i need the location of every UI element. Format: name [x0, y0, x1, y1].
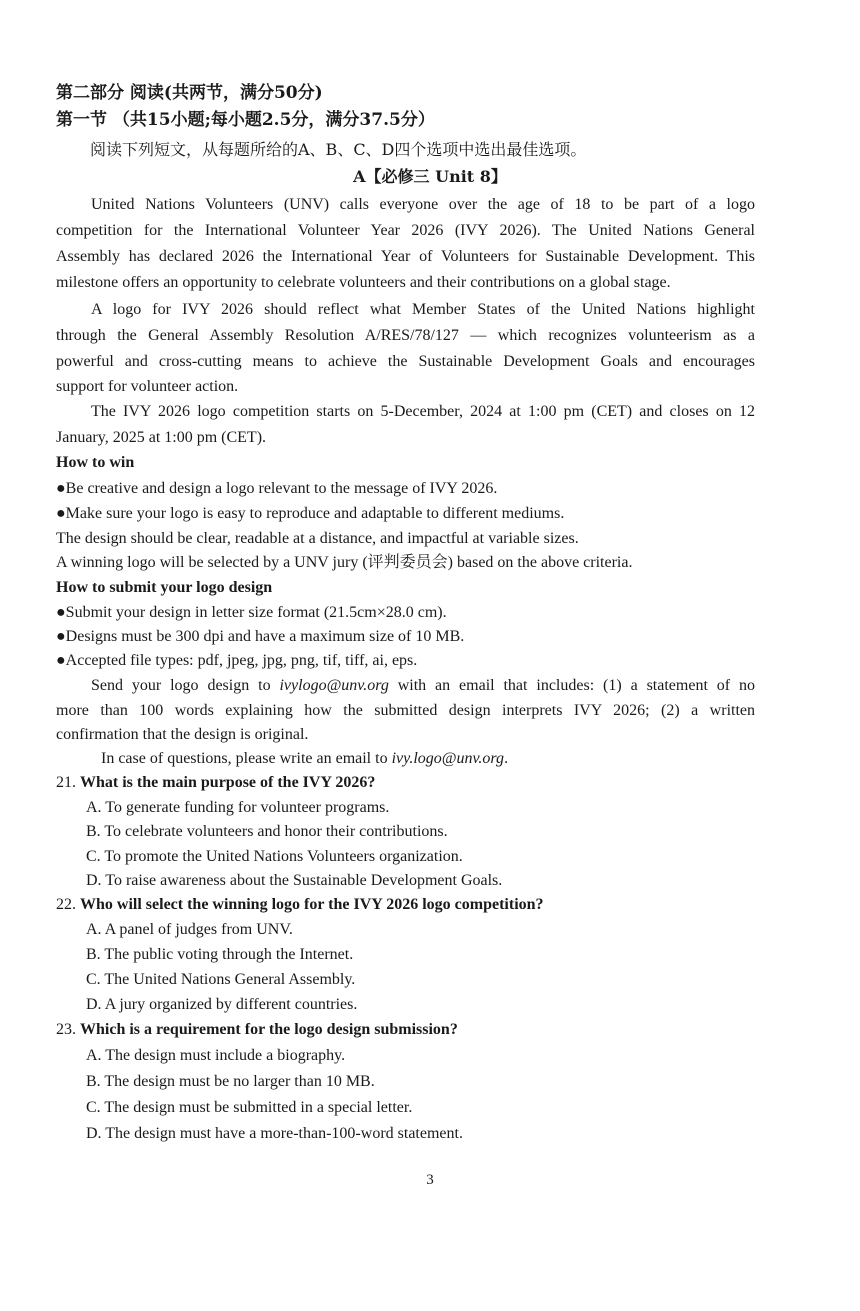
- questions-note: [101, 748, 508, 770]
- option-letter: A.: [86, 921, 102, 938]
- q21-option-b: [86, 821, 448, 843]
- option-text: A panel of judges from UNV.: [104, 921, 293, 938]
- option-letter: B.: [86, 823, 101, 840]
- option-text: The design must have a more-than-100-word statement.: [105, 1125, 463, 1142]
- how-to-win-item-3: The design should be clear, readable at a distance, and impactful at variable sizes.: [56, 530, 579, 547]
- send-line-1: [91, 675, 755, 697]
- how-to-win-item-2: ●Make sure your logo is easy to reproduce and adaptable to different mediums.: [56, 505, 565, 522]
- option-text: To promote the United Nations Volunteers organization.: [104, 848, 463, 865]
- q21-option-c: [86, 846, 463, 868]
- p3-line-1: The IVY 2026 logo competition starts on 5-December, 2024 at 1:00 pm (CET) and closes on 12: [91, 403, 755, 420]
- option-letter: C.: [86, 848, 101, 865]
- question-number: 21.: [56, 774, 76, 791]
- option-text: The public voting through the Internet.: [104, 946, 354, 963]
- question-21: [56, 772, 375, 794]
- option-text: The design must include a biography.: [105, 1047, 346, 1064]
- q22-option-d: [86, 994, 357, 1016]
- how-to-submit-heading: How to submit your logo design: [56, 579, 273, 596]
- how-to-win-item-4: A winning logo will be selected by a UNV jury (评判委员会) based on the above criteria.: [56, 554, 633, 571]
- send-line-3: confirmation that the design is original.: [56, 726, 309, 743]
- question-stem: Who will select the winning logo for the IVY 2026 logo competition?: [80, 896, 544, 913]
- send-line-2: more than 100 words explaining how the submitted design interprets IVY 2026; (2) a written: [56, 702, 755, 719]
- question-23: [56, 1019, 458, 1041]
- option-letter: A.: [86, 1047, 102, 1064]
- instruction-text: 阅读下列短文，从每题所给的A、B、C、D四个选项中选出最佳选项。: [90, 140, 587, 159]
- option-text: The design must be submitted in a special letter.: [104, 1099, 413, 1116]
- q22-option-b: [86, 944, 353, 966]
- p2-line-4: support for volunteer action.: [56, 378, 239, 395]
- q23-option-a: [86, 1045, 345, 1067]
- question-22: [56, 894, 544, 916]
- how-to-submit-item-2: ●Designs must be 300 dpi and have a maximum size of 10 MB.: [56, 628, 465, 645]
- option-letter: B.: [86, 1073, 101, 1090]
- send-text-pre: Send your logo design to: [91, 677, 280, 694]
- option-text: To generate funding for volunteer programs.: [105, 799, 390, 816]
- p1-line-3: Assembly has declared 2026 the International Year of Volunteers for Sustainable Development. This: [56, 248, 755, 265]
- questions-email-link[interactable]: ivy.logo@unv.org: [391, 750, 505, 767]
- p1-line-2: competition for the International Volunteer Year 2026 (IVY 2026). The United Nations General: [56, 222, 755, 239]
- questions-note-post: .: [504, 750, 509, 767]
- option-letter: A.: [86, 799, 102, 816]
- how-to-submit-item-3: ●Accepted file types: pdf, jpeg, jpg, png, tif, tiff, ai, eps.: [56, 652, 418, 669]
- option-text: The design must be no larger than 10 MB.: [104, 1073, 375, 1090]
- q22-option-a: [86, 919, 293, 941]
- option-letter: D.: [86, 996, 102, 1013]
- part-heading: 第二部分 阅读(共两节，满分50分): [56, 83, 323, 103]
- how-to-win-heading: How to win: [56, 454, 135, 471]
- question-number: 22.: [56, 896, 76, 913]
- how-to-submit-item-1: ●Submit your design in letter size format (21.5cm×28.0 cm).: [56, 604, 447, 621]
- p1-line-1: United Nations Volunteers (UNV) calls everyone over the age of 18 to be part of a logo: [91, 196, 755, 213]
- p2-line-2: through the General Assembly Resolution A/RES/78/127 — which recognizes volunteerism as a: [56, 327, 755, 344]
- option-text: The United Nations General Assembly.: [104, 971, 356, 988]
- q21-option-a: [86, 797, 389, 819]
- question-stem: What is the main purpose of the IVY 2026?: [80, 774, 376, 791]
- q21-option-d: [86, 870, 502, 892]
- option-letter: B.: [86, 946, 101, 963]
- p3-line-2: January, 2025 at 1:00 pm (CET).: [56, 429, 267, 446]
- questions-note-pre: In case of questions, please write an email to: [101, 750, 392, 767]
- submission-email-link[interactable]: ivylogo@unv.org: [279, 677, 389, 694]
- q23-option-d: [86, 1123, 463, 1145]
- q23-option-b: [86, 1071, 375, 1093]
- q23-option-c: [86, 1097, 412, 1119]
- send-text-post: with an email that includes: (1) a statement of no: [388, 677, 755, 694]
- p2-line-3: powerful and cross-cutting means to achieve the Sustainable Development Goals and encourages: [56, 353, 755, 370]
- p2-line-1: A logo for IVY 2026 should reflect what Member States of the United Nations highlight: [91, 301, 755, 318]
- option-text: To celebrate volunteers and honor their contributions.: [104, 823, 448, 840]
- question-stem: Which is a requirement for the logo design submission?: [80, 1021, 458, 1038]
- page-number: 3: [426, 1172, 434, 1188]
- section-heading: 第一节 （共15小题;每小题2.5分，满分37.5分）: [56, 110, 435, 130]
- p1-line-4: milestone offers an opportunity to celebrate volunteers and their contributions on a global stage.: [56, 274, 671, 291]
- option-letter: C.: [86, 1099, 101, 1116]
- option-letter: C.: [86, 971, 101, 988]
- option-text: A jury organized by different countries.: [104, 996, 358, 1013]
- q22-option-c: [86, 969, 355, 991]
- option-letter: D.: [86, 1125, 102, 1142]
- option-text: To raise awareness about the Sustainable Development Goals.: [105, 872, 503, 889]
- question-number: 23.: [56, 1021, 76, 1038]
- passage-label: A【必修三 Unit 8】: [353, 167, 507, 186]
- option-letter: D.: [86, 872, 102, 889]
- how-to-win-item-1: ●Be creative and design a logo relevant to the message of IVY 2026.: [56, 480, 498, 497]
